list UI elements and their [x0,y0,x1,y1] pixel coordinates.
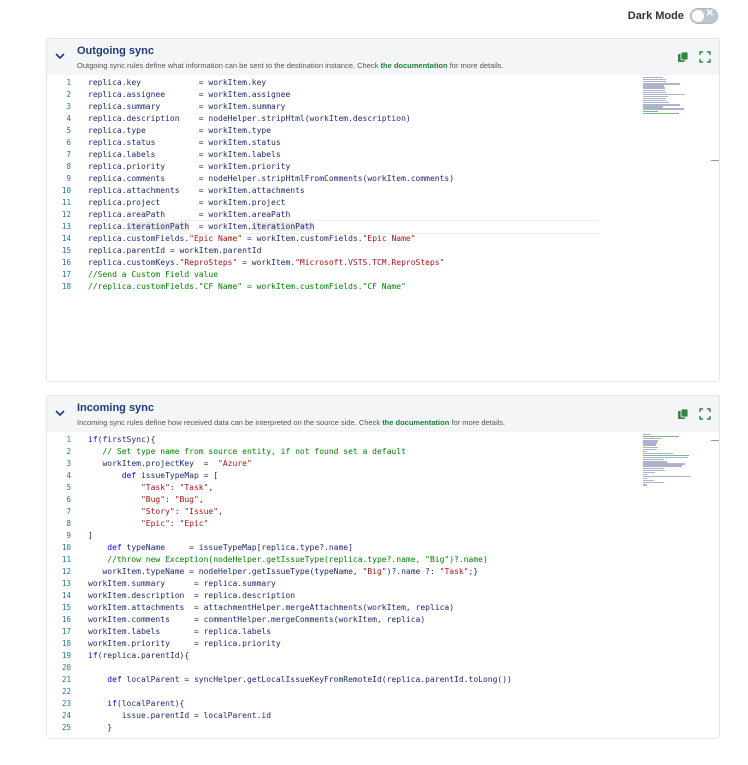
code-line[interactable] [47,482,719,494]
line-number: 5 [66,483,71,492]
line-number: 3 [66,102,71,111]
code-line[interactable] [47,434,719,446]
incoming-code-editor[interactable] [47,432,719,738]
code-line[interactable] [47,662,719,674]
line-number: 21 [61,675,71,684]
line-number: 1 [66,435,71,444]
line-text: "Bug": "Bug", [140,495,204,504]
line-number: 24 [61,711,71,720]
code-line[interactable] [47,257,719,269]
description-text: Incoming sync rules define how received data can be interpreted on the source side. Check [77,418,383,427]
line-number: 18 [61,282,71,291]
code-line[interactable] [47,554,719,566]
outgoing-code-editor[interactable] [47,75,719,381]
line-number: 14 [61,234,71,243]
code-line[interactable] [47,722,719,734]
description-text: Outgoing sync rules define what information can be sent to the destination instance. Check [77,61,381,70]
code-line[interactable] [47,638,719,650]
line-text: def localParent = syncHelper.getLocalIssueKeyFromRemoteId(replica.parentId.toLong()) [107,675,512,684]
line-number: 6 [66,495,71,504]
code-line[interactable] [47,221,719,233]
code-line[interactable] [47,494,719,506]
line-text: replica.type = workItem.type [88,126,272,135]
code-line[interactable] [47,674,719,686]
line-number: 10 [61,186,71,195]
line-number: 3 [66,459,71,468]
line-number: 6 [66,138,71,147]
line-text: //Send a Custom Field value [88,270,219,279]
line-number: 7 [66,507,71,516]
code-line[interactable] [47,530,719,542]
outgoing-sync-panel [46,38,720,382]
line-text: workItem.description = replica.description [88,591,296,600]
line-text: workItem.priority = replica.priority [88,639,281,648]
line-text: replica.labels = workItem.labels [88,150,281,159]
line-text: replica.areaPath = workItem.areaPath [88,210,291,219]
line-number: 12 [61,210,71,219]
copy-icon[interactable] [677,51,689,63]
line-number: 4 [66,114,71,123]
line-text: // Set type name from source entity, if not found set a default [88,447,406,456]
code-line[interactable] [47,470,719,482]
line-text: workItem.attachments = attachmentHelper.mergeAttachments(workItem, replica) [88,603,455,612]
line-text: } [88,723,113,732]
code-line[interactable] [47,173,719,185]
line-number: 19 [61,651,71,660]
line-text: if(firstSync){ [88,435,156,444]
line-number: 22 [61,687,71,696]
line-number: 2 [66,90,71,99]
line-number: 11 [61,198,71,207]
line-text: "Task": "Task", [140,483,214,492]
line-number: 11 [61,555,71,564]
line-text: replica.iterationPath = workItem.iterationPath [88,222,315,231]
code-line[interactable] [47,269,719,281]
line-number: 8 [66,162,71,171]
line-text: workItem.comments = commentHelper.mergeComments(workItem, replica) [88,615,426,624]
line-number: 4 [66,471,71,480]
incoming-sync-title: Incoming sync [77,402,155,414]
code-line[interactable] [47,101,719,113]
line-number: 2 [66,447,71,456]
line-text: replica.project = workItem.project [88,198,286,207]
code-line[interactable] [47,698,719,710]
code-line[interactable] [47,578,719,590]
code-line[interactable] [47,185,719,197]
line-text: "Story": "Issue", [140,507,223,516]
chevron-down-icon[interactable] [55,51,65,61]
line-text: ] [88,531,93,540]
line-number: 15 [61,603,71,612]
line-number: 23 [61,699,71,708]
outgoing-sync-description [77,61,503,70]
code-line[interactable] [47,137,719,149]
code-line[interactable] [47,590,719,602]
outgoing-sync-title: Outgoing sync [77,45,154,57]
line-text: replica.customFields."Epic Name" = workItem.customFields."Epic Name" [88,234,416,243]
line-text: replica.key = workItem.key [88,78,267,87]
documentation-link[interactable]: the documentation [382,418,450,427]
code-line[interactable] [47,458,719,470]
code-line[interactable] [47,626,719,638]
line-text: workItem.projectKey = "Azure" [88,459,252,468]
line-number: 17 [61,270,71,279]
toggle-knob [692,10,704,22]
line-text: //throw new Exception(nodeHelper.getIssueType(replica.type?.name, "Big")?.name) [88,555,488,564]
code-line[interactable] [47,197,719,209]
line-number: 20 [61,663,71,672]
line-text: replica.description = nodeHelper.stripHtml(workItem.description) [88,114,411,123]
code-line[interactable] [47,161,719,173]
code-line[interactable] [47,149,719,161]
line-text: workItem.labels = replica.labels [88,627,272,636]
line-text: replica.comments = nodeHelper.stripHtmlFromComments(workItem.comments) [88,174,455,183]
code-line[interactable] [47,125,719,137]
code-line[interactable] [47,686,719,698]
line-text: if(localParent){ [107,699,185,708]
line-text: workItem.typeName = nodeHelper.getIssueType(typeName, "Big")?.name ?: "Task";} [88,567,479,576]
line-number: 16 [61,258,71,267]
line-number: 12 [61,567,71,576]
code-line[interactable] [47,650,719,662]
code-line[interactable] [47,233,719,245]
line-number: 16 [61,615,71,624]
description-suffix: for more details. [447,61,504,70]
line-text: replica.priority = workItem.priority [88,162,291,171]
line-text: "Epic": "Epic" [140,519,209,528]
line-number: 9 [66,174,71,183]
line-text: replica.assignee = workItem.assignee [88,90,291,99]
description-suffix: for more details. [449,418,506,427]
dark-mode-control [628,8,718,24]
line-number: 14 [61,591,71,600]
expand-icon[interactable] [699,51,711,63]
expand-icon[interactable] [699,408,711,420]
line-number: 1 [66,78,71,87]
toggle-off-icon: ✕ [705,8,714,19]
line-number: 25 [61,723,71,732]
line-text: issue.parentId = localParent.id [88,711,272,720]
code-line[interactable] [47,89,719,101]
code-line[interactable] [47,518,719,530]
outgoing-sync-header [47,39,719,75]
line-number: 18 [61,639,71,648]
incoming-sync-description [77,418,505,427]
line-number: 10 [61,543,71,552]
line-text: //replica.customFields."CF Name" = workItem.customFields."CF Name" [88,282,406,291]
line-number: 13 [61,222,71,231]
code-line[interactable] [47,614,719,626]
line-text: replica.parentId = workItem.parentId [88,246,262,255]
dark-mode-label: Dark Mode [627,10,684,22]
line-text: if(replica.parentId){ [88,651,190,660]
line-text: def typeName = issueTypeMap[replica.type?.name] [107,543,353,552]
code-line[interactable] [47,710,719,722]
line-number: 8 [66,519,71,528]
code-line[interactable] [47,566,719,578]
code-line[interactable] [47,602,719,614]
line-text: replica.summary = workItem.summary [88,102,286,111]
documentation-link[interactable]: the documentation [380,61,448,70]
copy-icon[interactable] [677,408,689,420]
code-line[interactable] [47,506,719,518]
code-line[interactable] [47,245,719,257]
code-line[interactable] [47,281,719,293]
code-line[interactable] [47,113,719,125]
line-number: 9 [66,531,71,540]
code-line[interactable] [47,209,719,221]
incoming-sync-header [47,396,719,432]
code-line[interactable] [47,77,719,89]
line-text: replica.customKeys."ReproSteps" = workItem."Microsoft.VSTS.TCM.ReproSteps" [88,258,445,267]
chevron-down-icon[interactable] [55,408,65,418]
line-text: workItem.summary = replica.summary [88,579,276,588]
line-number: 5 [66,126,71,135]
line-number: 7 [66,150,71,159]
line-text: replica.attachments = workItem.attachments [88,186,305,195]
line-text: replica.status = workItem.status [88,138,281,147]
code-line[interactable] [47,542,719,554]
line-text: def issueTypeMap = [ [121,471,219,480]
code-line[interactable] [47,446,719,458]
line-number: 15 [61,246,71,255]
incoming-sync-panel [46,395,720,739]
line-number: 13 [61,579,71,588]
dark-mode-toggle[interactable] [690,8,718,24]
line-number: 17 [61,627,71,636]
